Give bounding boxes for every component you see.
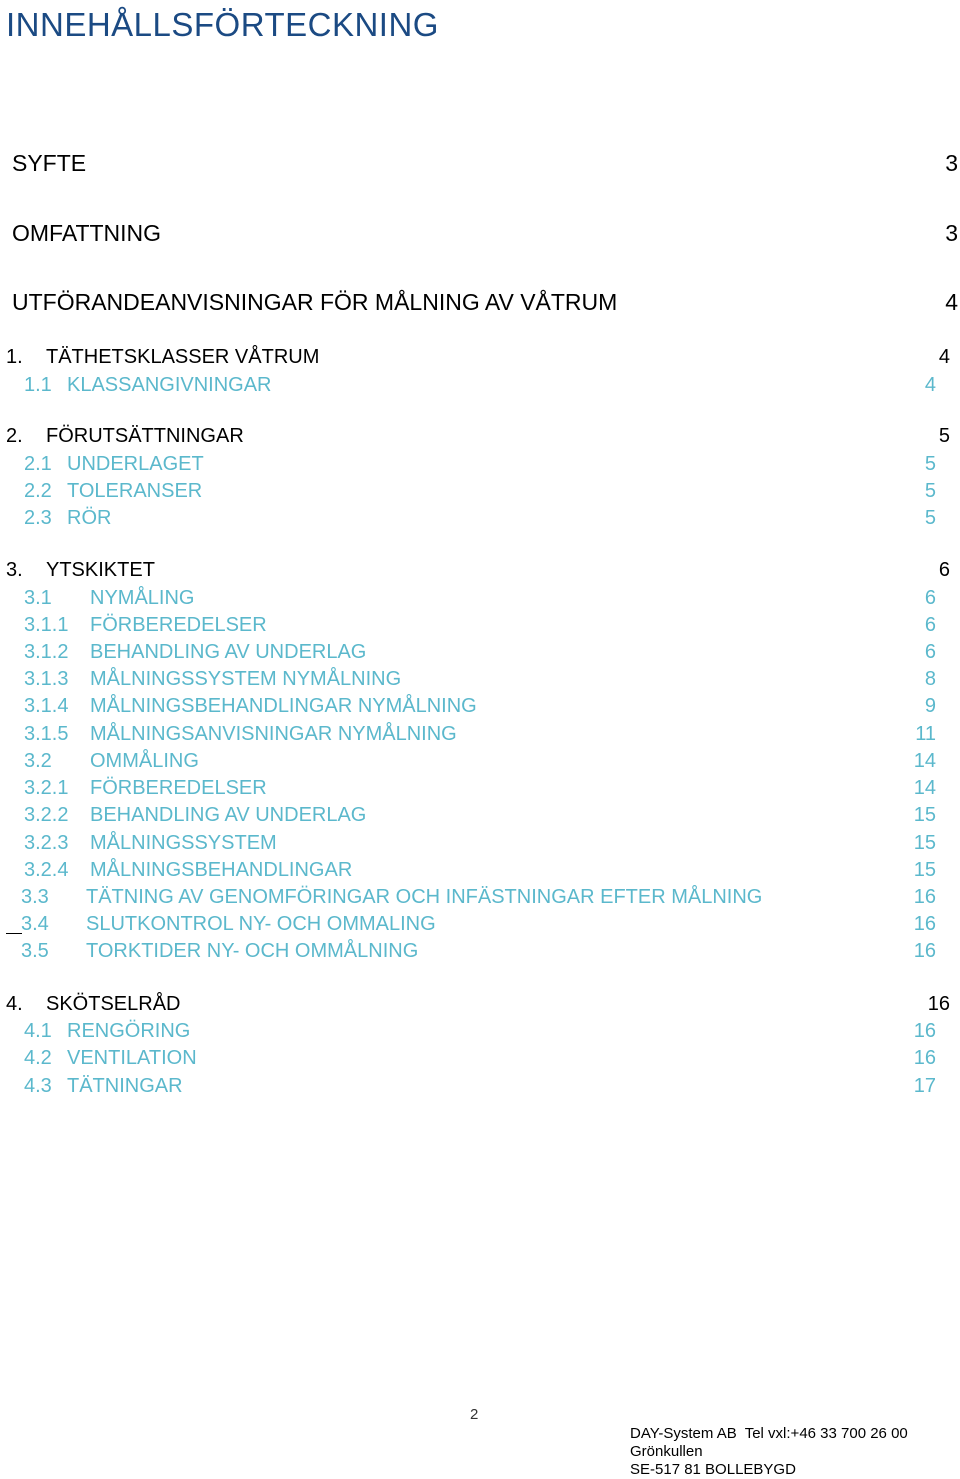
toc-page: 14 [913, 777, 936, 799]
toc-page: 6 [924, 614, 936, 636]
company-name: DAY-System AB [630, 1425, 737, 1442]
underline-mark [6, 933, 22, 934]
toc-label: MÅLNINGSBEHANDLINGAR NYMÅLNING [90, 695, 477, 717]
toc-page: 15 [913, 859, 936, 881]
toc-number: 4.1 [24, 1020, 52, 1042]
toc-page: 6 [924, 587, 936, 609]
address-line-2: SE-517 81 BOLLEBYGD [630, 1461, 796, 1478]
toc-page: 15 [913, 804, 936, 826]
toc-label: TÄTHETSKLASSER VÅTRUM [46, 346, 320, 368]
toc-label: SYFTE [12, 150, 87, 176]
toc-page: 14 [913, 750, 936, 772]
toc-page: 5 [938, 425, 950, 447]
toc-number: 4.3 [24, 1075, 52, 1097]
toc-page: 15 [913, 832, 936, 854]
toc-page: 5 [924, 453, 936, 475]
toc-page: 16 [913, 1047, 936, 1069]
toc-page: 4 [938, 346, 950, 368]
toc-number: 3.1.1 [24, 614, 69, 636]
toc-label: KLASSANGIVNINGAR [67, 374, 272, 396]
toc-number: 3.1.3 [24, 668, 69, 690]
toc-page: 5 [924, 507, 936, 529]
toc-label: FÖRUTSÄTTNINGAR [46, 425, 244, 447]
toc-number: 3.5 [21, 940, 49, 962]
toc-number: 3.2.2 [24, 804, 69, 826]
page-number: 2 [470, 1406, 479, 1423]
toc-page: 16 [913, 940, 936, 962]
toc-label: OMFATTNING [12, 220, 162, 246]
toc-page: 16 [913, 1020, 936, 1042]
toc-label: BEHANDLING AV UNDERLAG [90, 804, 367, 826]
toc-number: 3.1.4 [24, 695, 69, 717]
toc-number: 2.3 [24, 507, 52, 529]
toc-label: RÖR [67, 507, 112, 529]
toc-page: 16 [927, 993, 950, 1015]
toc-label: TOLERANSER [67, 480, 203, 502]
toc-label: RENGÖRING [67, 1020, 191, 1042]
toc-label: SLUTKONTROL NY- OCH OMMALING [86, 913, 436, 935]
toc-number: 1.1 [24, 374, 52, 396]
toc-page: 9 [924, 695, 936, 717]
toc-number: 3.1.2 [24, 641, 69, 663]
toc-page: 4 [945, 289, 958, 315]
toc-page: 16 [913, 913, 936, 935]
toc-label: BEHANDLING AV UNDERLAG [90, 641, 367, 663]
toc-label: OMMÅLING [90, 750, 199, 772]
toc-label: TÄTNINGAR [67, 1075, 183, 1097]
toc-page: 16 [913, 886, 936, 908]
toc-page: 6 [938, 559, 950, 581]
toc-label: MÅLNINGSBEHANDLINGAR [90, 859, 353, 881]
toc-number: 3. [6, 559, 23, 581]
toc-page: 11 [915, 723, 936, 745]
toc-page: 4 [924, 374, 936, 396]
company-phone: Tel vxl:+46 33 700 26 00 [744, 1425, 908, 1442]
toc-number: 2.1 [24, 453, 52, 475]
toc-page: 3 [945, 220, 958, 246]
page-title: INNEHÅLLSFÖRTECKNING [6, 6, 439, 43]
toc-number: 4.2 [24, 1047, 52, 1069]
toc-label: NYMÅLING [90, 587, 195, 609]
toc-number: 3.3 [21, 886, 49, 908]
toc-number: 2. [6, 425, 23, 447]
toc-number: 3.1.5 [24, 723, 69, 745]
toc-label: TÄTNING AV GENOMFÖRINGAR OCH INFÄSTNINGAR EFTER MÅLNING [86, 886, 763, 908]
toc-label: YTSKIKTET [46, 559, 155, 581]
toc-label: SKÖTSELRÅD [46, 993, 181, 1015]
toc-page: 8 [924, 668, 936, 690]
toc-page: 17 [913, 1075, 936, 1097]
toc-label: FÖRBEREDELSER [90, 777, 267, 799]
toc-number: 3.1 [24, 587, 52, 609]
toc-page: 6 [924, 641, 936, 663]
toc-label: FÖRBEREDELSER [90, 614, 267, 636]
toc-number: 3.2.1 [24, 777, 69, 799]
toc-label: MÅLNINGSSYSTEM [90, 832, 277, 854]
toc-label: UNDERLAGET [67, 453, 204, 475]
toc-label: VENTILATION [67, 1047, 197, 1069]
toc-label: MÅLNINGSANVISNINGAR NYMÅLNING [90, 723, 457, 745]
toc-label: MÅLNINGSSYSTEM NYMÅLNING [90, 668, 402, 690]
toc-number: 1. [6, 346, 23, 368]
address-line-1: Grönkullen [630, 1443, 703, 1460]
toc-label: UTFÖRANDEANVISNINGAR FÖR MÅLNING AV VÅTRUM [12, 289, 618, 315]
toc-number: 3.2.3 [24, 832, 69, 854]
company-info [630, 1425, 908, 1479]
toc-number: 2.2 [24, 480, 52, 502]
company-line [630, 1425, 908, 1443]
toc-number: 3.4 [21, 913, 49, 935]
toc-page: 3 [945, 150, 958, 176]
toc-number: 3.2 [24, 750, 52, 772]
toc-label: TORKTIDER NY- OCH OMMÅLNING [86, 940, 419, 962]
toc-number: 4. [6, 993, 23, 1015]
toc-page: 5 [924, 480, 936, 502]
toc-number: 3.2.4 [24, 859, 69, 881]
